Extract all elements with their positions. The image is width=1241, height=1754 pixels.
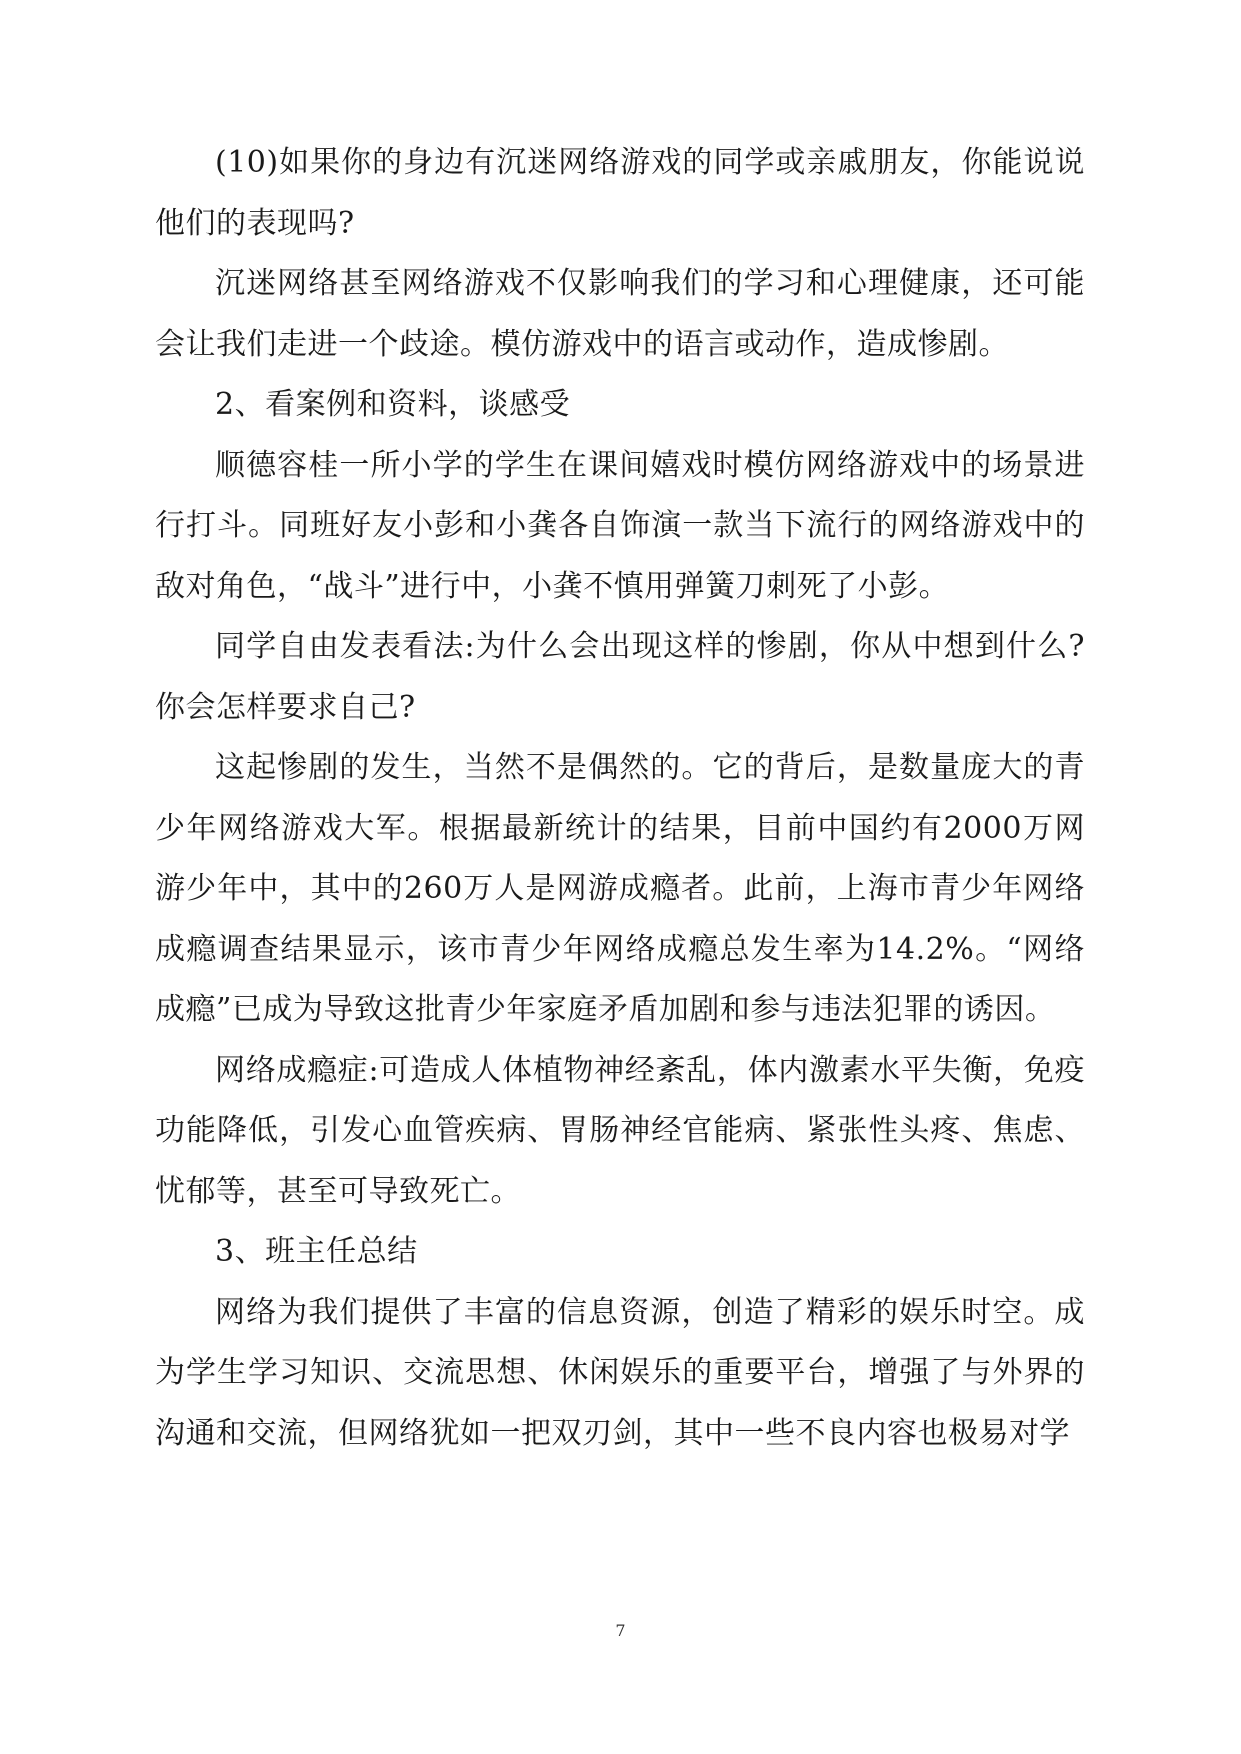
paragraph-question-10: (10)如果你的身边有沉迷网络游戏的同学或亲戚朋友，你能说说他们的表现吗?: [155, 145, 1085, 241]
paragraph-teacher-summary: 网络为我们提供了丰富的信息资源，创造了精彩的娱乐时空。成为学生学习知识、交流思想、休闲娱乐的重要平台，增强了与外界的沟通和交流，但网络犹如一把双刃剑，其中一些不良内容也极易对学: [155, 1294, 1085, 1451]
body-text: [155, 133, 1085, 1464]
paragraph-addiction-symptoms: 网络成瘾症:可造成人体植物神经紊乱，体内激素水平失衡，免疫功能降低，引发心血管疾病、胃肠神经官能病、紧张性头疼、焦虑、忧郁等，甚至可导致死亡。: [155, 1052, 1085, 1209]
paragraph-addiction-effects: 沉迷网络甚至网络游戏不仅影响我们的学习和心理健康，还可能会让我们走进一个歧途。模仿游戏中的语言或动作，造成惨剧。: [155, 266, 1085, 362]
page-number: 7: [615, 1621, 626, 1640]
section-heading-3: 3、班主任总结: [215, 1234, 418, 1269]
paragraph-discussion-prompt: 同学自由发表看法:为什么会出现这样的惨剧，你从中想到什么?你会怎样要求自己?: [155, 629, 1085, 725]
section-heading-2: 2、看案例和资料，谈感受: [215, 387, 571, 422]
paragraph-case-study: 顺德容桂一所小学的学生在课间嬉戏时模仿网络游戏中的场景进行打斗。同班好友小彭和小龚各自饰演一款当下流行的网络游戏中的敌对角色，“战斗”进行中，小龚不慎用弹簧刀刺死了小彭。: [155, 447, 1085, 604]
paragraph-statistics: 这起惨剧的发生，当然不是偶然的。它的背后，是数量庞大的青少年网络游戏大军。根据最新统计的结果，目前中国约有2000万网游少年中，其中的260万人是网游成瘾者。此前，上海市青少年网络成瘾调查结果显示，该市青少年网络成瘾总发生率为14.2%。“网络成瘾”已成为导致这批青少年家庭矛盾加剧和参与违法犯罪的诱因。: [155, 750, 1085, 1027]
